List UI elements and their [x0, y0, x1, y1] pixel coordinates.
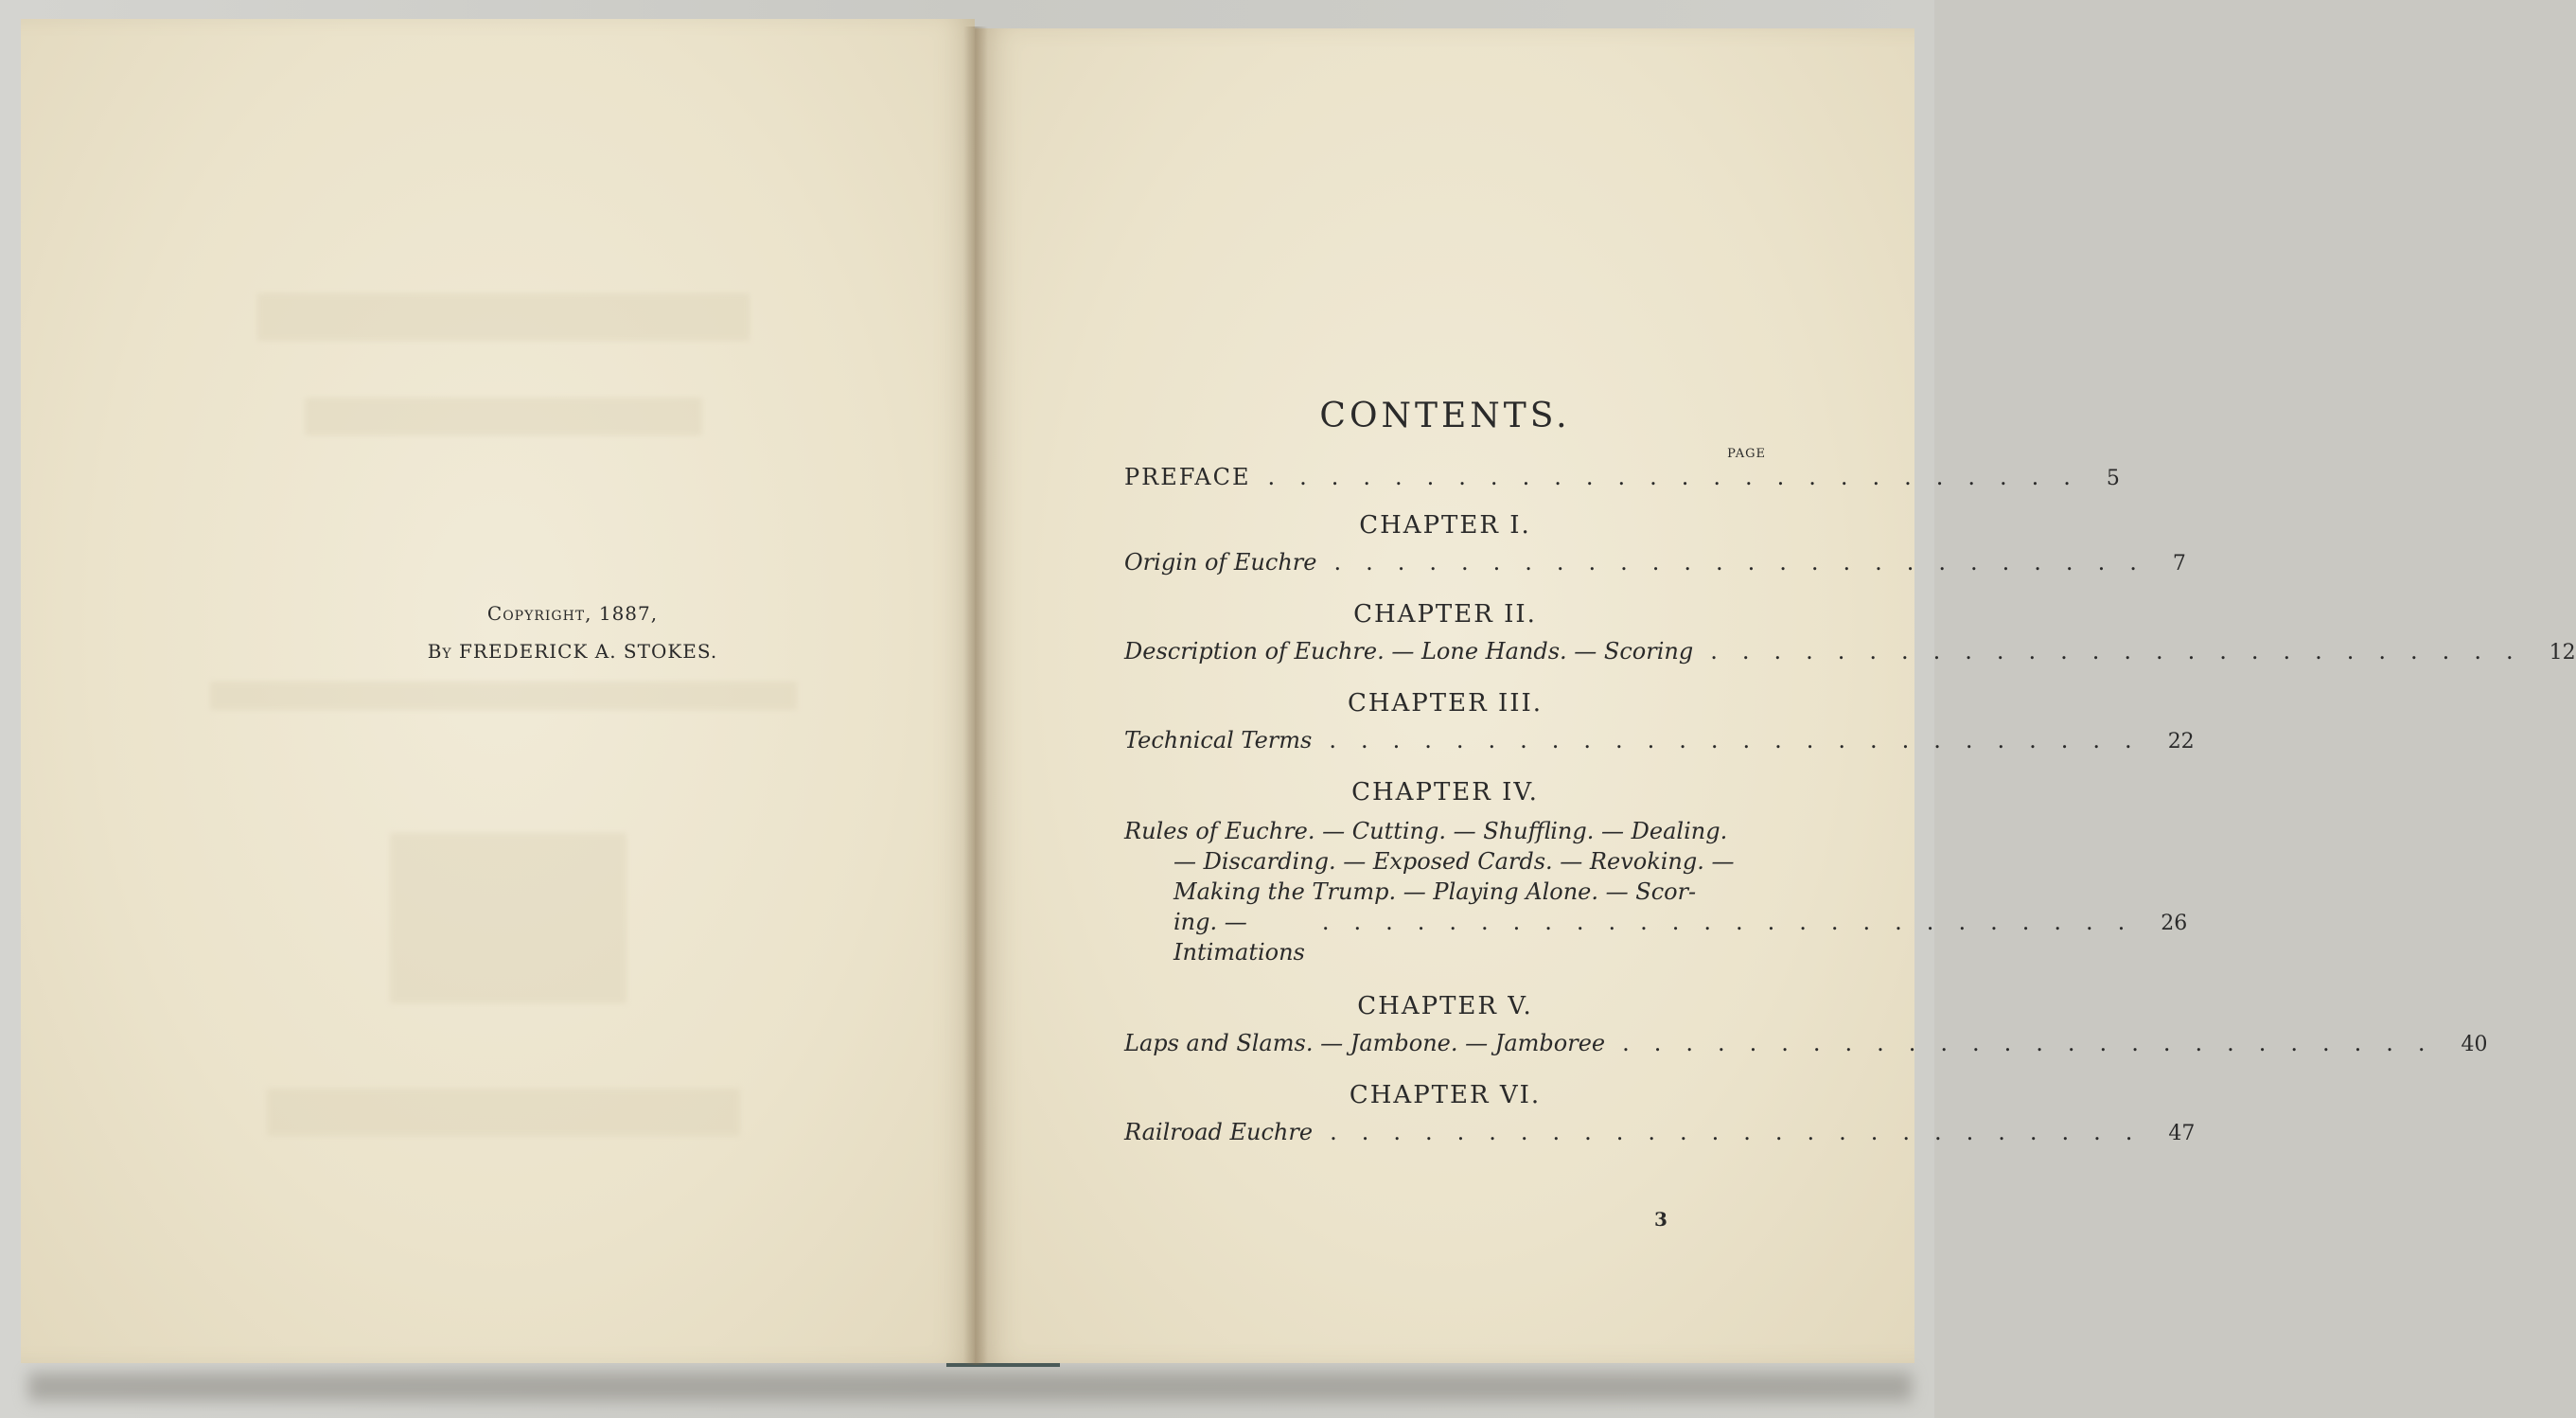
copyright-line: Copyright, 1887, [486, 602, 659, 625]
toc-page-number: 40 [2461, 1033, 2488, 1056]
chapter-heading: CHAPTER I. [1359, 511, 1531, 540]
toc-entry-last-line [1124, 907, 2188, 967]
toc-page-number: 12 [2549, 641, 2576, 665]
chapter-heading: CHAPTER III. [1347, 689, 1544, 718]
toc-entry-preface [1124, 464, 2120, 490]
contents-title: CONTENTS. [1319, 397, 1571, 435]
leader-dots: .......................... [1267, 464, 2095, 490]
leader-dots: .......................... [1329, 727, 2157, 753]
toc-entry-text: Description of Euchre. — Lone Hands. — Scoring [1124, 638, 1694, 665]
chapter-heading: CHAPTER II. [1353, 600, 1537, 629]
leader-dots: .......................... [1710, 638, 2538, 665]
toc-entry-multiline [1124, 816, 2188, 967]
book-shadow [28, 1373, 1912, 1401]
book-gutter [963, 27, 988, 1365]
toc-entry [1124, 1030, 2488, 1056]
chapter-heading: CHAPTER VI. [1349, 1081, 1542, 1109]
toc-entry [1124, 1119, 2196, 1145]
toc-page-number: 5 [2106, 467, 2120, 490]
show-through-printer-mark [390, 833, 626, 1003]
toc-page-number: 22 [2167, 730, 2195, 753]
toc-entry-text: Laps and Slams. — Jambone. — Jamboree [1124, 1030, 1606, 1056]
toc-entry-text: Railroad Euchre [1124, 1119, 1314, 1145]
chapter-heading: CHAPTER IV. [1351, 778, 1539, 806]
copyright-notice [312, 594, 833, 670]
toc-entry-text: Origin of Euchre [1124, 549, 1317, 576]
toc-page-number: 26 [2161, 912, 2188, 935]
show-through-smudge [257, 293, 750, 341]
leader-dots: .......................... [1330, 1119, 2158, 1145]
page-column-label: PAGE [1727, 447, 1766, 461]
toc-entry [1124, 549, 2186, 576]
toc-entry [1124, 727, 2195, 753]
toc-entry [1124, 638, 2576, 665]
left-page [21, 19, 975, 1363]
toc-entry-line: Rules of Euchre. — Cutting. — Shuffling. — Dealing. [1124, 818, 1728, 844]
toc-page-number: 47 [2168, 1122, 2196, 1145]
toc-entry-text: Technical Terms [1124, 727, 1313, 753]
show-through-smudge [210, 682, 797, 710]
toc-entry-line: — Discarding. — Exposed Cards. — Revoking. — [1173, 848, 1735, 875]
show-through-smudge [305, 398, 702, 435]
toc-entry-line: ing. — Intimations [1173, 909, 1305, 966]
leader-dots: .......................... [1321, 909, 2150, 935]
toc-entry-line: Making the Trump. — Playing Alone. — Scor- [1173, 878, 1697, 905]
page-folio-number: 3 [1654, 1208, 1667, 1231]
publisher-line: By FREDERICK A. STOKES. [427, 640, 718, 663]
leader-dots: .......................... [1622, 1030, 2450, 1056]
leader-dots: .......................... [1333, 549, 2161, 576]
toc-page-number: 7 [2172, 552, 2186, 576]
toc-entry-text: PREFACE [1124, 464, 1251, 490]
table-of-contents [1124, 388, 2576, 1145]
show-through-smudge [267, 1089, 740, 1136]
chapter-heading: CHAPTER V. [1357, 992, 1533, 1020]
